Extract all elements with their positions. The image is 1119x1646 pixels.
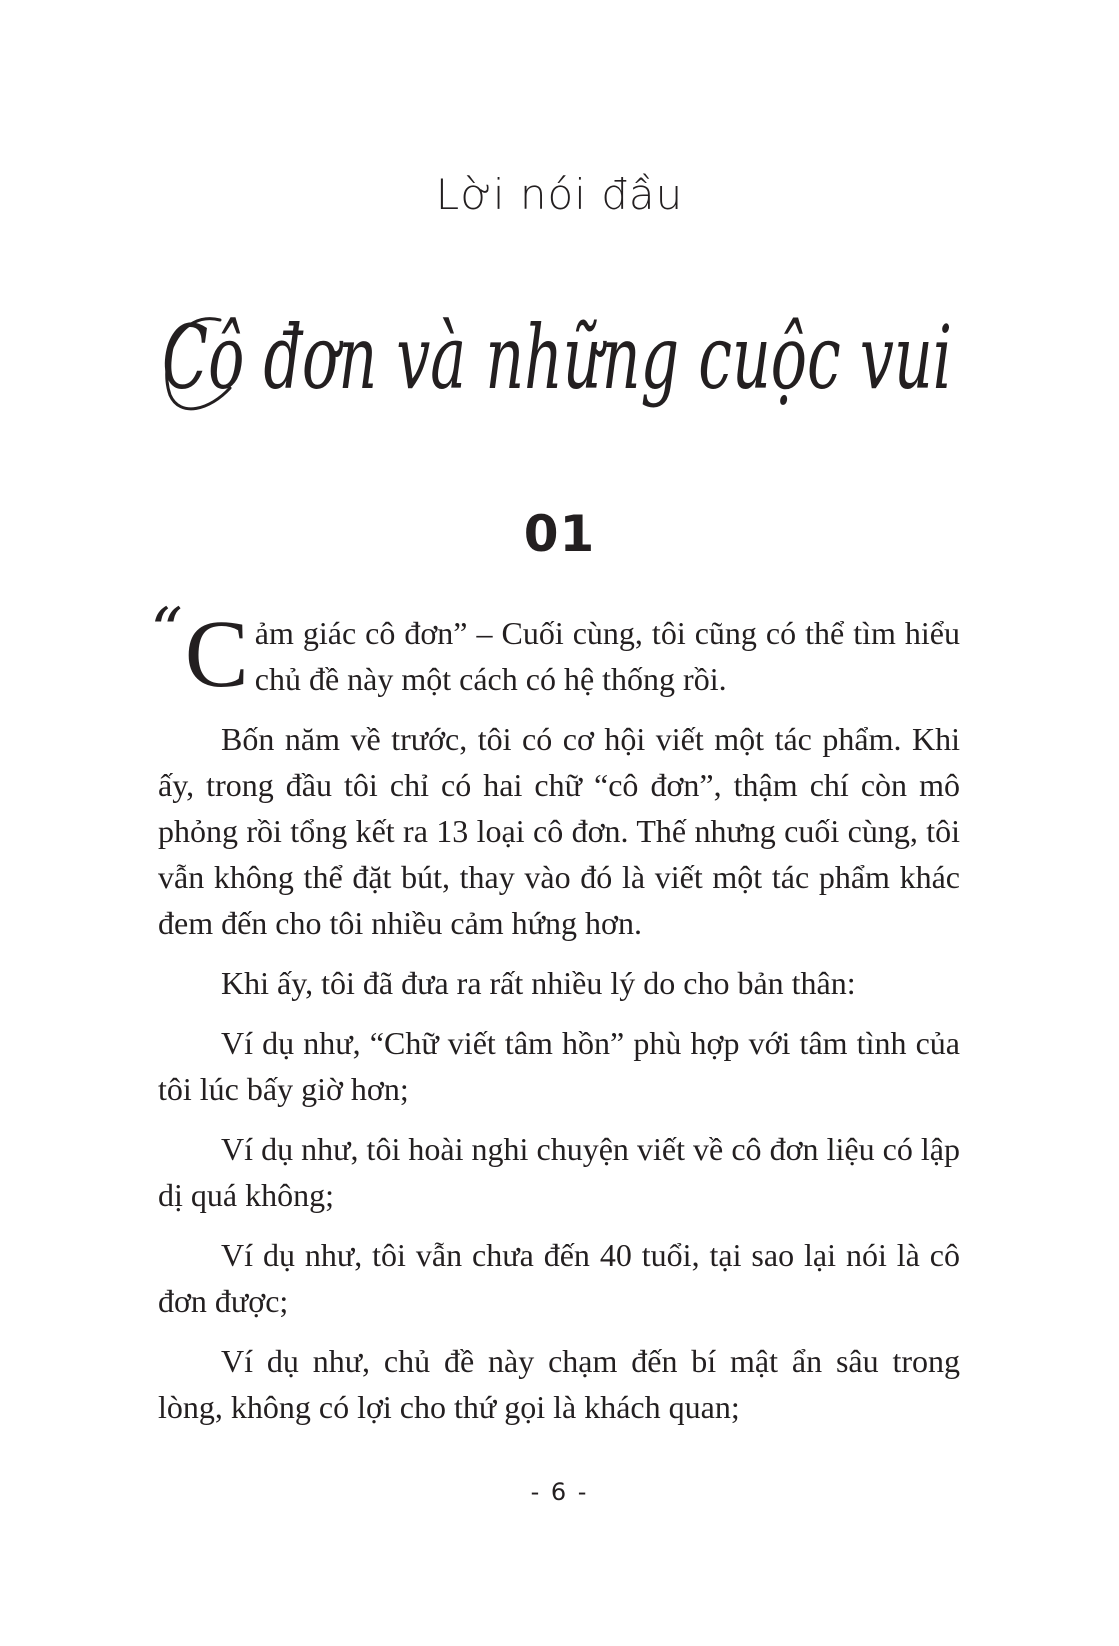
chapter-number: 01 — [523, 505, 596, 563]
script-title-text: Cô đơn và những cuộc vui — [162, 306, 952, 409]
section-kicker: Lời nói đầu — [435, 170, 684, 219]
first-paragraph-text: ảm giác cô đơn” – Cuối cùng, tôi cũng có thể tìm hiểu chủ đề này một cách có hệ thống rồi. — [254, 615, 960, 697]
paragraph: Ví dụ như, chủ đề này chạm đến bí mật ẩn sâu trong lòng, không có lợi cho thứ gọi là khách quan; — [158, 1343, 960, 1425]
first-paragraph — [150, 595, 960, 707]
paragraph: Ví dụ như, tôi vẫn chưa đến 40 tuổi, tại sao lại nói là cô đơn được; — [158, 1237, 960, 1319]
body-text — [150, 595, 960, 1444]
paragraph: Ví dụ như, tôi hoài nghi chuyện viết về cô đơn liệu có lập dị quá không; — [158, 1131, 960, 1213]
paragraph: Ví dụ như, “Chữ viết tâm hồn” phù hợp với tâm tình của tôi lúc bấy giờ hơn; — [158, 1025, 960, 1107]
open-quote-mark: “ — [150, 595, 183, 669]
paragraph: Bốn năm về trước, tôi có cơ hội viết một tác phẩm. Khi ấy, trong đầu tôi chỉ có hai chữ “cô đơn”, thậm chí còn mô phỏng rồi tổng kết ra 13 loại cô đơn. Thế nhưng cuối cùng, tôi vẫn không thể đặt bút, thay vào đó là viết một tác phẩm khác đem đến cho tôi nhiều cảm hứng hơn. — [158, 721, 960, 941]
page-number: - 6 - — [530, 1478, 589, 1506]
paragraph: Khi ấy, tôi đã đưa ra rất nhiều lý do cho bản thân: — [221, 965, 856, 1001]
drop-cap: C — [184, 600, 249, 707]
script-title — [150, 300, 970, 420]
